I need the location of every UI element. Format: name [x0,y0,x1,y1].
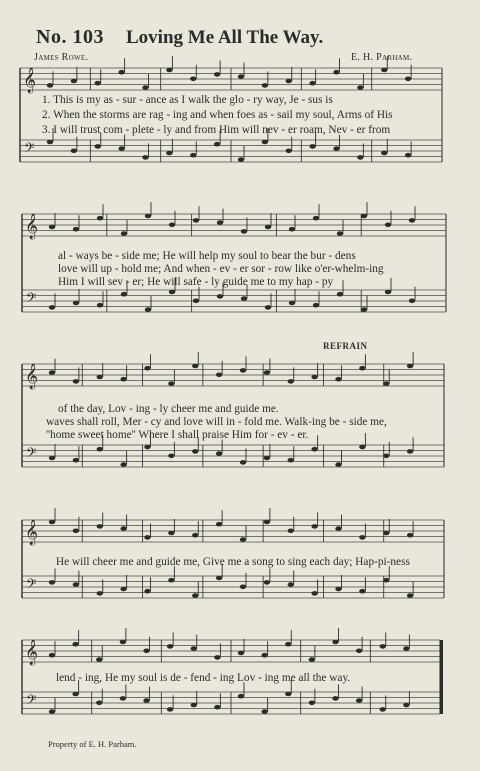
note-head [192,364,198,369]
note-head [335,526,341,531]
hymn-number: No. 103 [36,26,104,48]
treble-clef: 𝄞 [23,68,37,93]
note-head [193,299,199,304]
note-head [357,85,363,90]
lyric-line: 3. I will trust com - plete - ly and from Him will nev - er roam, Nev - er from [42,124,391,136]
note-head [191,646,197,651]
bass-staff [22,576,444,598]
note-head [261,653,267,658]
note-head [121,292,127,297]
note-head [385,290,391,295]
note-head [289,227,295,232]
composer-credit: E. H. Parham. [351,52,413,63]
note-head [264,520,270,525]
note-head [383,381,389,386]
note-head [285,642,291,647]
note-head [95,144,101,149]
lyric-line: 1. This is my as - sur - ance as I walk the glo - ry way, Je - sus is [42,94,333,106]
bass-clef: 𝄢 [26,290,37,309]
treble-clef: 𝄞 [25,640,39,665]
note-head [383,454,389,459]
note-head [311,447,317,452]
note-head [120,640,126,645]
note-head [335,587,341,592]
note-head [361,214,367,219]
note-head [216,451,222,456]
note-head [168,454,174,459]
note-head [166,68,172,73]
treble-clef: 𝄞 [25,364,39,389]
hymn-title: Loving Me All The Way. [126,27,324,48]
note-head [120,587,126,592]
final-bar [440,640,443,714]
note-head [192,449,198,454]
note-head [97,216,103,221]
note-head [238,74,244,79]
note-head [96,657,102,662]
note-head [145,214,151,219]
note-head [311,375,317,380]
note-head [288,529,294,534]
note-head [380,707,386,712]
note-head [97,447,103,452]
note-head [381,151,387,156]
refrain-label: REFRAIN [323,341,368,351]
note-head [192,593,198,598]
note-head [49,520,55,525]
note-head [261,709,267,714]
note-head [311,524,317,529]
bass-staff [22,445,444,467]
note-head [167,644,173,649]
bass-clef: 𝄢 [24,140,35,159]
note-head [190,77,196,82]
treble-staff [22,214,446,236]
copyright-footer: Property of E. H. Parham. [48,739,137,749]
note-head [240,368,246,373]
note-head [73,529,79,534]
note-head [47,140,53,145]
note-head [337,231,343,236]
note-head [144,445,150,450]
poet-credit: James Rowe. [34,52,89,63]
note-head [216,373,222,378]
note-head [73,227,79,232]
note-head [142,155,148,160]
note-head [359,366,365,371]
note-head [144,589,150,594]
note-head [288,458,294,463]
lyric-line: He will cheer me and guide me, Give me a song to sing each day; Hap-pi-ness [56,556,410,568]
note-head [71,149,77,154]
note-head [403,646,409,651]
note-head [214,705,220,710]
note-head [144,535,150,540]
note-head [97,524,103,529]
note-head [143,649,149,654]
note-head [359,535,365,540]
note-head [332,640,338,645]
treble-staff [22,364,444,386]
note-head [191,703,197,708]
note-head [335,377,341,382]
lyric-line: waves shall roll, Mer - cy and love will in - fold me. Walk-ing be - side me, [46,416,387,428]
note-head [288,379,294,384]
note-head [240,585,246,590]
note-head [169,223,175,228]
lyric-line: lend - ing, He my soul is de - fend - ing Lov - ing me all the way. [56,672,351,684]
note-head [356,649,362,654]
note-head [144,366,150,371]
note-head [97,375,103,380]
treble-clef: 𝄞 [25,520,39,545]
bass-staff [22,290,446,312]
bass-clef: 𝄢 [26,445,37,464]
note-head [285,692,291,697]
note-head [335,462,341,467]
note-head [214,142,220,147]
bass-clef: 𝄢 [26,576,37,595]
note-head [214,655,220,660]
note-head [120,377,126,382]
note-head [72,642,78,647]
note-head [217,294,223,299]
note-head [264,370,270,375]
note-head [262,140,268,145]
note-head [333,70,339,75]
lyric-line: al - ways be - side me; He will help my soul to bear the bur - dens [58,250,356,262]
note-head [337,292,343,297]
note-head [286,79,292,84]
note-head [97,591,103,596]
lyric-line: 2. When the storms are rag - ing and when foes as - sail my soul, Arms of His [42,109,393,121]
note-head [168,381,174,386]
note-head [49,580,55,585]
note-head [264,456,270,461]
note-head [71,79,77,84]
treble-clef: 𝄞 [25,214,39,239]
note-head [73,301,79,306]
note-head [96,701,102,706]
note-head [214,72,220,77]
lyric-line: Him I will sev - er; He will safe - ly guide me to my hap - py [58,276,334,288]
note-head [361,307,367,312]
note-head [407,593,413,598]
note-head [241,296,247,301]
note-head [193,218,199,223]
note-head [288,582,294,587]
note-head [168,531,174,536]
note-head [407,364,413,369]
note-head [409,218,415,223]
note-head [118,70,124,75]
note-head [383,531,389,536]
note-head [311,591,317,596]
note-head [380,644,386,649]
treble-staff [22,520,444,542]
note-head [359,589,365,594]
note-head [216,576,222,581]
note-head [359,445,365,450]
note-head [49,370,55,375]
note-head [121,231,127,236]
note-head [262,83,268,88]
note-head [142,85,148,90]
note-head [265,305,271,310]
note-head [73,458,79,463]
note-head [73,379,79,384]
note-head [143,698,149,703]
note-head [405,153,411,158]
note-head [333,146,339,151]
note-head [264,580,270,585]
note-head [238,651,244,656]
note-head [240,537,246,542]
note-head [381,68,387,73]
note-head [97,303,103,308]
note-head [356,698,362,703]
note-head [309,657,315,662]
note-head [166,151,172,156]
note-head [238,157,244,162]
note-head [167,707,173,712]
note-head [190,153,196,158]
note-head [73,582,79,587]
note-head [120,526,126,531]
note-head [49,456,55,461]
note-head [216,522,222,527]
note-head [309,144,315,149]
note-head [241,229,247,234]
note-head [286,149,292,154]
note-head [72,692,78,697]
note-head [385,223,391,228]
note-head [407,533,413,538]
note-head [120,462,126,467]
note-head [240,460,246,465]
note-head [169,290,175,295]
note-head [289,301,295,306]
note-head [313,303,319,308]
note-head [120,696,126,701]
note-head [217,220,223,225]
note-head [265,225,271,230]
note-head [145,307,151,312]
bass-clef: 𝄢 [26,692,37,711]
lyric-line: ''home sweet home'' Where I shall praise Him for - ev - er. [46,429,309,441]
note-head [49,225,55,230]
note-head [47,83,53,88]
note-head [309,701,315,706]
note-head [409,299,415,304]
note-head [95,81,101,86]
note-head [357,155,363,160]
note-head [309,81,315,86]
note-head [313,216,319,221]
note-head [192,533,198,538]
note-head [49,709,55,714]
note-head [407,449,413,454]
note-head [383,578,389,583]
note-head [49,305,55,310]
note-head [238,694,244,699]
note-head [332,696,338,701]
note-head [49,653,55,658]
lyric-line: of the day, Lov - ing - ly cheer me and guide me. [58,403,279,415]
note-head [168,578,174,583]
lyric-line: love will up - hold me; And when - ev - er sor - row like o'er-whelm-ing [58,263,384,275]
note-head [405,77,411,82]
note-head [118,146,124,151]
note-head [403,703,409,708]
